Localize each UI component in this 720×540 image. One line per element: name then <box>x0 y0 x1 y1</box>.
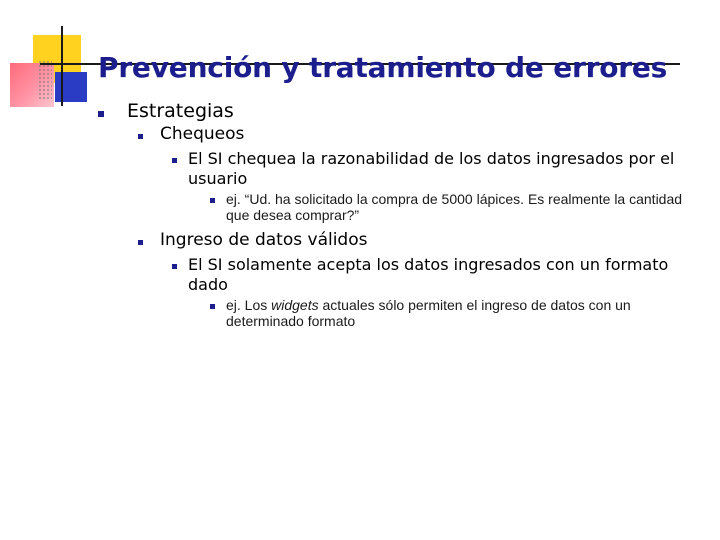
bullet-square-icon <box>172 264 177 269</box>
slide-title: Prevención y tratamiento de errores <box>98 51 668 84</box>
bullet-square-icon <box>210 304 215 309</box>
example-suffix: actuales sólo permiten el ingreso de datos con un determinado formato <box>226 297 631 329</box>
bullet-ingreso: Ingreso de datos válidos <box>160 230 368 250</box>
bullet-square-icon <box>172 158 177 163</box>
bullet-chequeos-example: ej. “Ud. ha solicitado la compra de 5000 lápices. Es realmente la cantidad que desea comprar?” <box>226 191 683 223</box>
bullet-chequeos-detail: El SI chequea la razonabilidad de los datos ingresados por el usuario <box>188 149 675 188</box>
bullet-estrategias: Estrategias <box>127 100 234 122</box>
bullet-square-icon <box>138 134 143 139</box>
bullet-square-icon <box>138 240 143 245</box>
bullet-square-icon <box>98 111 104 117</box>
bullet-ingreso-example <box>226 297 696 329</box>
bullet-square-icon <box>210 198 215 203</box>
bullet-chequeos: Chequeos <box>160 124 245 144</box>
bullet-ingreso-detail: El SI solamente acepta los datos ingresados con un formato dado <box>188 255 669 294</box>
example-prefix: ej. Los <box>226 297 272 313</box>
example-emphasis: widgets <box>271 297 319 313</box>
